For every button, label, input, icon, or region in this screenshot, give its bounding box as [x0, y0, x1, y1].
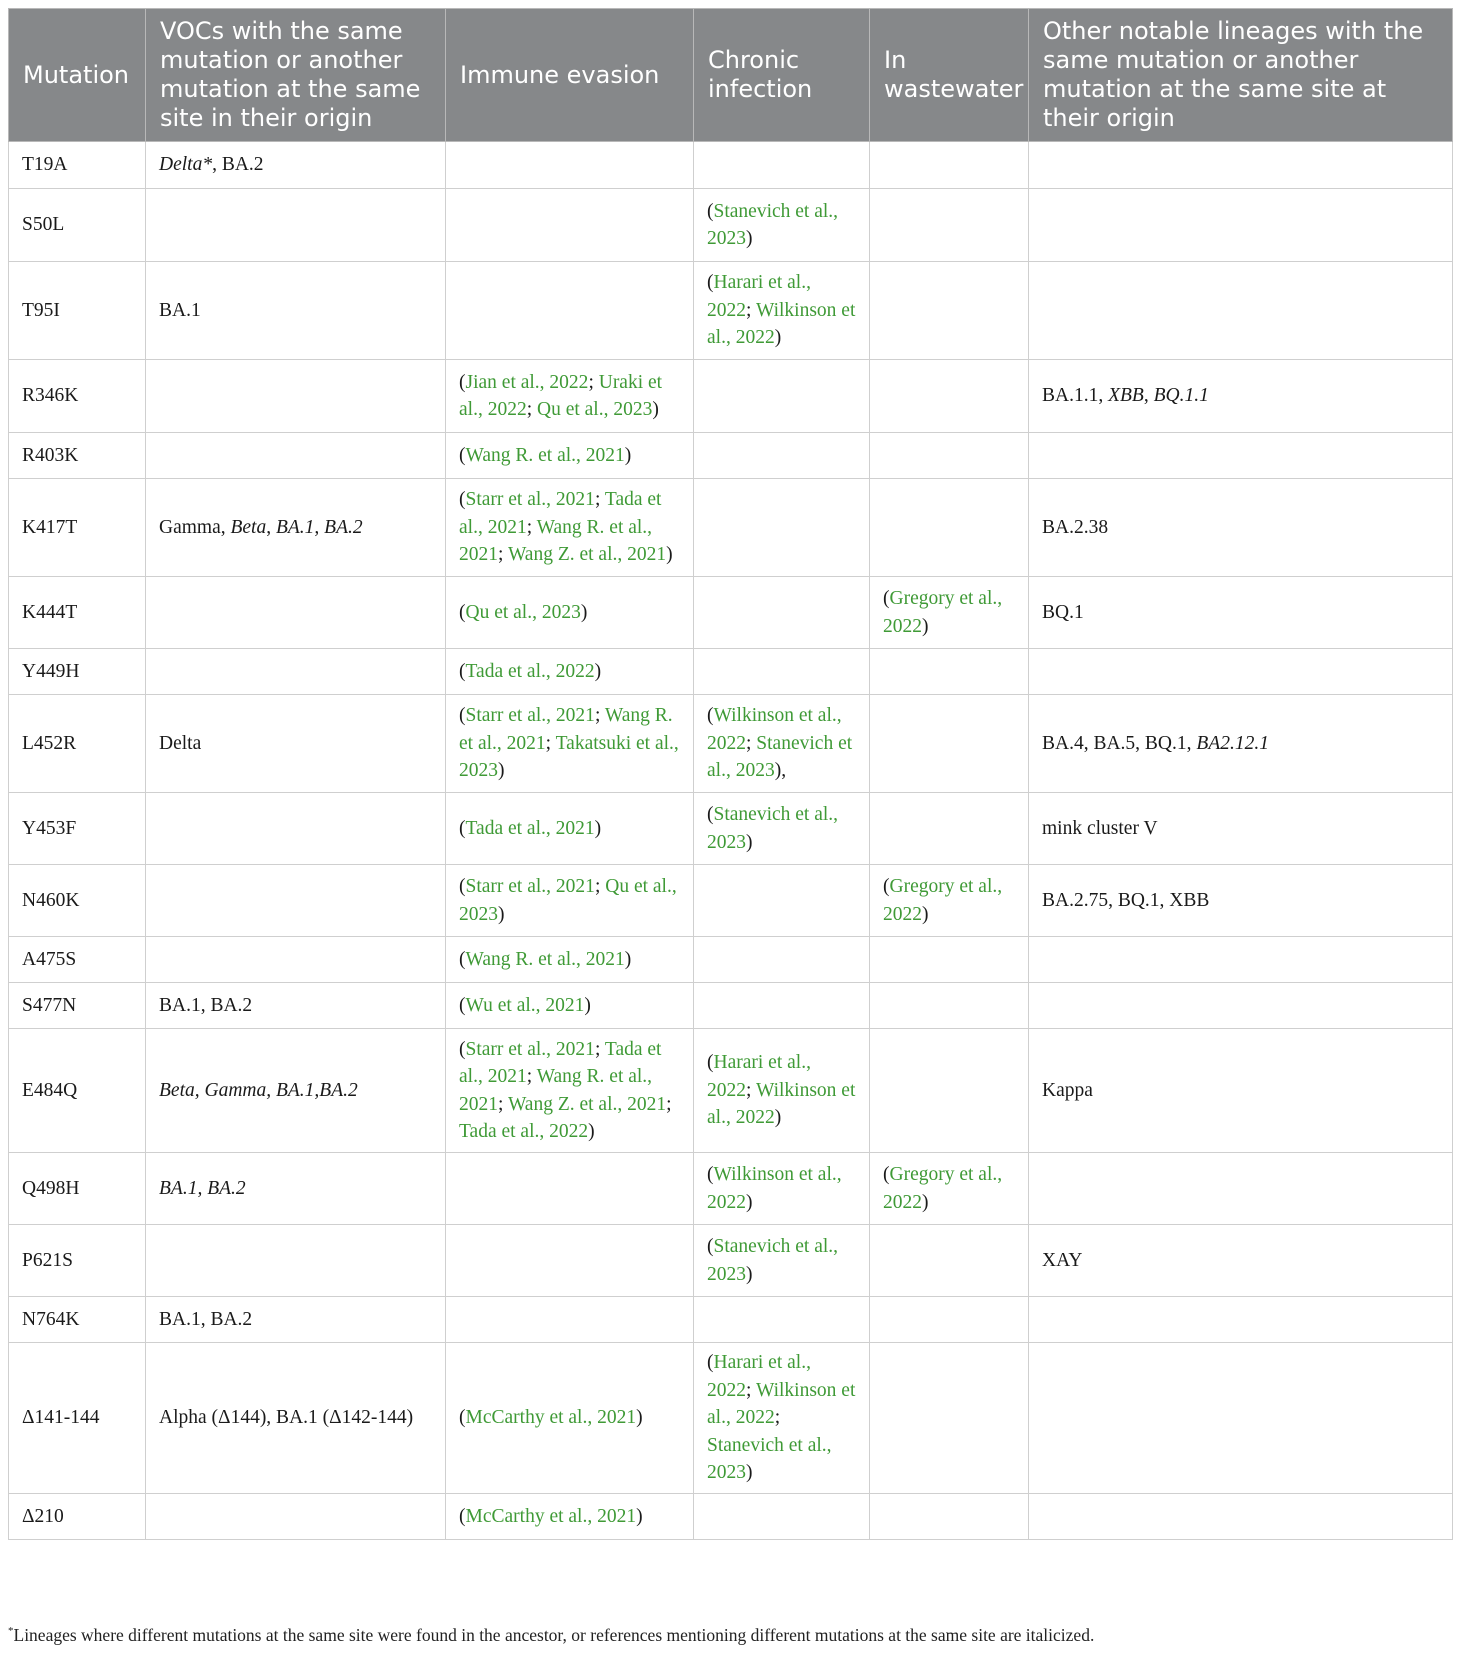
reference-link[interactable]: Starr et al., 2021: [465, 705, 595, 727]
chronic-infection-cell: [694, 1297, 870, 1343]
cell-text: (: [459, 371, 466, 393]
cell-text: ;: [746, 299, 756, 321]
chronic-infection-cell: [694, 865, 870, 937]
table-row: [9, 189, 1453, 262]
mutation-cell: [9, 1153, 146, 1225]
cell-text: ): [746, 228, 753, 249]
cell-text: (: [459, 1407, 466, 1429]
cell-text: ;: [746, 1079, 756, 1101]
cell-text: ,: [1143, 385, 1154, 407]
reference-link[interactable]: Qu et al., 2023: [459, 876, 677, 925]
table-row: [9, 360, 1453, 433]
cell-text: (: [883, 876, 890, 897]
reference-link[interactable]: Gregory et al., 2022: [883, 876, 1003, 925]
cell-text: BA.1, BA.2: [159, 1308, 253, 1330]
mutation-cell: [9, 649, 146, 695]
cell-text: R403K: [22, 444, 79, 466]
mutations-table: [8, 8, 1453, 1540]
cell-text: BA.1.1,: [1042, 385, 1109, 407]
other-lineages-cell: [1029, 142, 1453, 189]
chronic-infection-cell: [694, 433, 870, 479]
chronic-infection-cell: [694, 189, 870, 262]
mutation-cell: [9, 1029, 146, 1153]
table-row: [9, 937, 1453, 983]
cell-text: ),: [774, 760, 787, 782]
mutation-cell: [9, 983, 146, 1029]
mutation-cell: [9, 262, 146, 360]
wastewater-cell: [870, 1225, 1029, 1297]
table-row: [9, 865, 1453, 937]
cell-text: K444T: [22, 601, 78, 623]
cell-text: ): [580, 601, 588, 623]
cell-text: ;: [588, 371, 599, 393]
reference-link[interactable]: Qu et al., 2023: [537, 399, 653, 420]
mutation-cell: [9, 142, 146, 189]
cell-text: ): [636, 1505, 643, 1527]
other-lineages-cell: [1029, 937, 1453, 983]
reference-link[interactable]: Wang R. et al., 2021: [459, 705, 673, 754]
vocs-cell: [146, 1029, 446, 1153]
cell-text: BA.2.75, BQ.1, XBB: [1042, 889, 1210, 911]
wastewater-cell: [870, 433, 1029, 479]
immune-evasion-cell: [446, 262, 694, 360]
cell-text: Gamma,: [159, 516, 231, 538]
cell-text: ): [594, 660, 602, 682]
cell-text: Delta: [159, 732, 202, 754]
cell-text: ;: [594, 876, 606, 897]
cell-text: (: [459, 444, 466, 466]
cell-text: (: [707, 272, 714, 294]
mutation-cell: [9, 1297, 146, 1343]
chronic-infection-cell: [694, 479, 870, 577]
cell-text: ): [666, 544, 673, 566]
wastewater-cell: [870, 1343, 1029, 1494]
table-row: [9, 1494, 1453, 1540]
reference-link[interactable]: Wang Z. et al., 2021: [507, 544, 667, 566]
reference-link[interactable]: Stanevich et al., 2023: [707, 804, 839, 853]
cell-text: Δ210: [22, 1505, 64, 1527]
reference-link[interactable]: Tada et al., 2021: [459, 1038, 662, 1087]
cell-text: P621S: [22, 1249, 73, 1271]
mutation-cell: [9, 577, 146, 649]
cell-text: BQ.1: [1042, 601, 1084, 623]
other-lineages-cell: [1029, 262, 1453, 360]
footnote-mark: *: [8, 1625, 14, 1638]
header-immune-evasion: Immune evasion: [446, 9, 694, 142]
header-vocs: VOCs with the same mutation or another mutation at the same site in their origin: [146, 9, 446, 142]
chronic-infection-cell: [694, 1029, 870, 1153]
reference-link[interactable]: Wilkinson et al., 2022: [707, 299, 856, 349]
reference-link[interactable]: Harari et al., 2022: [707, 1052, 811, 1101]
table-row: [9, 1343, 1453, 1494]
table-row: [9, 479, 1453, 577]
cell-text: ;: [526, 1066, 537, 1087]
cell-text: R346K: [22, 385, 79, 407]
cell-text: ): [746, 1263, 753, 1285]
reference-link[interactable]: Harari et al., 2022: [707, 272, 811, 321]
reference-link[interactable]: Wilkinson et al., 2022: [707, 1379, 856, 1429]
cell-text: (: [707, 200, 714, 222]
reference-link[interactable]: Starr et al., 2021: [465, 489, 595, 511]
chronic-infection-cell: [694, 695, 870, 793]
cell-text: ): [922, 903, 929, 925]
cell-text: ): [774, 327, 782, 349]
table-row: [9, 577, 1453, 649]
cell-text: ;: [526, 516, 537, 538]
other-lineages-cell: [1029, 189, 1453, 262]
cell-text: (: [459, 876, 466, 897]
wastewater-cell: [870, 142, 1029, 189]
cell-text: XAY: [1042, 1249, 1083, 1271]
wastewater-cell: [870, 695, 1029, 793]
table-row: [9, 793, 1453, 865]
cell-text: ): [498, 760, 505, 782]
reference-link[interactable]: Wang Z. et al., 2021: [507, 1093, 667, 1115]
cell-text: (: [459, 948, 466, 970]
chronic-infection-cell: [694, 937, 870, 983]
table-body: [9, 142, 1453, 1540]
immune-evasion-cell: [446, 360, 694, 433]
reference-link[interactable]: Uraki et al., 2022: [459, 371, 663, 420]
mutation-cell: [9, 695, 146, 793]
mutation-cell: [9, 360, 146, 433]
chronic-infection-cell: [694, 262, 870, 360]
cell-text: (: [707, 1236, 714, 1257]
cell-text: ;: [594, 1038, 605, 1060]
vocs-cell: [146, 1297, 446, 1343]
table-row: [9, 433, 1453, 479]
vocs-cell: [146, 937, 446, 983]
wastewater-cell: [870, 983, 1029, 1029]
immune-evasion-cell: [446, 189, 694, 262]
mutation-cell: [9, 865, 146, 937]
reference-link[interactable]: Wilkinson et al., 2022: [707, 1164, 842, 1213]
reference-link[interactable]: Wilkinson et al., 2022: [707, 705, 842, 754]
cell-text: E484Q: [22, 1079, 78, 1101]
reference-link[interactable]: Stanevich et al., 2023: [707, 200, 839, 249]
cell-text: S50L: [22, 214, 65, 236]
immune-evasion-cell: [446, 793, 694, 865]
reference-link[interactable]: McCarthy et al., 2021: [465, 1407, 637, 1429]
wastewater-cell: [870, 865, 1029, 937]
immune-evasion-cell: [446, 1029, 694, 1153]
other-lineages-cell: [1029, 793, 1453, 865]
cell-text: ;: [774, 1407, 781, 1429]
cell-text: (: [459, 660, 466, 682]
cell-text: ): [584, 994, 591, 1016]
immune-evasion-cell: [446, 649, 694, 695]
cell-text: mink cluster V: [1042, 817, 1158, 839]
cell-text: BA.1, BA.2: [159, 1177, 246, 1199]
cell-text: N764K: [22, 1308, 80, 1330]
wastewater-cell: [870, 1494, 1029, 1540]
wastewater-cell: [870, 1029, 1029, 1153]
cell-text: ): [774, 1107, 782, 1129]
chronic-infection-cell: [694, 793, 870, 865]
cell-text: K417T: [22, 516, 78, 538]
reference-link[interactable]: McCarthy et al., 2021: [465, 1505, 637, 1527]
footnote-text: Lineages where different mutations at the same site were found in the ancestor, or references mentioning different mutations at the same site are italicized.: [13, 1625, 1095, 1645]
immune-evasion-cell: [446, 577, 694, 649]
mutation-cell: [9, 189, 146, 262]
other-lineages-cell: [1029, 1297, 1453, 1343]
immune-evasion-cell: [446, 1225, 694, 1297]
cell-text: BA.4, BA.5, BQ.1,: [1042, 732, 1197, 754]
cell-text: ,: [266, 516, 276, 538]
vocs-cell: [146, 262, 446, 360]
reference-link[interactable]: Starr et al., 2021: [465, 1038, 595, 1060]
header-row: [9, 9, 1453, 142]
wastewater-cell: [870, 937, 1029, 983]
vocs-cell: [146, 433, 446, 479]
cell-text: (: [459, 817, 466, 839]
reference-link[interactable]: Takatsuki et al., 2023: [459, 732, 679, 782]
cell-text: (: [459, 705, 466, 727]
reference-link[interactable]: Starr et al., 2021: [465, 876, 595, 897]
immune-evasion-cell: [446, 1494, 694, 1540]
cell-text: N460K: [22, 889, 80, 911]
cell-text: ): [624, 444, 632, 466]
cell-text: BA.1, BA.2: [275, 516, 363, 538]
table-row: [9, 695, 1453, 793]
reference-link[interactable]: Tada et al., 2021: [465, 817, 595, 839]
table-row: [9, 1225, 1453, 1297]
chronic-infection-cell: [694, 577, 870, 649]
wastewater-cell: [870, 577, 1029, 649]
chronic-infection-cell: [694, 360, 870, 433]
cell-text: BA2.12.1: [1196, 732, 1269, 754]
cell-text: (: [459, 1505, 466, 1527]
cell-text: Q498H: [22, 1177, 80, 1199]
cell-text: A475S: [22, 948, 77, 970]
reference-link[interactable]: Wang R. et al., 2021: [465, 444, 625, 466]
table-row: [9, 1297, 1453, 1343]
mutation-cell: [9, 479, 146, 577]
reference-link[interactable]: Stanevich et al., 2023: [707, 732, 853, 782]
vocs-cell: [146, 1153, 446, 1225]
cell-text: (: [707, 1052, 714, 1074]
footnote: [8, 1625, 1094, 1646]
wastewater-cell: [870, 1153, 1029, 1225]
chronic-infection-cell: [694, 1225, 870, 1297]
cell-text: Beta: [230, 516, 267, 538]
wastewater-cell: [870, 1297, 1029, 1343]
other-lineages-cell: [1029, 695, 1453, 793]
cell-text: BA.1, BA.2: [159, 994, 253, 1016]
immune-evasion-cell: [446, 1343, 694, 1494]
cell-text: ;: [545, 732, 556, 754]
chronic-infection-cell: [694, 1153, 870, 1225]
cell-text: Δ141-144: [22, 1407, 100, 1429]
vocs-cell: [146, 577, 446, 649]
cell-text: Y449H: [22, 660, 80, 682]
immune-evasion-cell: [446, 1297, 694, 1343]
other-lineages-cell: [1029, 649, 1453, 695]
table-row: [9, 649, 1453, 695]
cell-text: ): [588, 1121, 595, 1142]
table-row: [9, 1153, 1453, 1225]
immune-evasion-cell: [446, 983, 694, 1029]
table-row: [9, 983, 1453, 1029]
reference-link[interactable]: Qu et al., 2023: [465, 601, 581, 623]
wastewater-cell: [870, 479, 1029, 577]
reference-link[interactable]: Harari et al., 2022: [707, 1352, 811, 1401]
reference-link[interactable]: Wilkinson et al., 2022: [707, 1079, 856, 1129]
cell-text: ;: [594, 489, 605, 511]
cell-text: ): [922, 1191, 929, 1213]
immune-evasion-cell: [446, 695, 694, 793]
mutation-cell: [9, 1225, 146, 1297]
cell-text: ;: [498, 1093, 508, 1115]
table-row: [9, 262, 1453, 360]
vocs-cell: [146, 793, 446, 865]
cell-text: L452R: [22, 732, 77, 754]
other-lineages-cell: [1029, 1343, 1453, 1494]
cell-text: BA.1: [159, 299, 201, 321]
wastewater-cell: [870, 189, 1029, 262]
header-in-wastewater: In wastewater: [870, 9, 1029, 142]
cell-text: (: [459, 994, 466, 1016]
mutation-cell: [9, 1494, 146, 1540]
chronic-infection-cell: [694, 1494, 870, 1540]
chronic-infection-cell: [694, 983, 870, 1029]
reference-link[interactable]: Jian et al., 2022: [465, 371, 589, 393]
cell-text: ): [746, 831, 753, 853]
reference-link[interactable]: Wang R. et al., 2021: [465, 948, 625, 970]
cell-text: Alpha (Δ144), BA.1 (Δ142-144): [159, 1407, 414, 1429]
table-row: [9, 142, 1453, 189]
wastewater-cell: [870, 793, 1029, 865]
reference-link[interactable]: Wu et al., 2021: [465, 994, 585, 1016]
mutation-cell: [9, 433, 146, 479]
cell-text: BA.2.38: [1042, 516, 1109, 538]
immune-evasion-cell: [446, 433, 694, 479]
cell-text: (: [883, 1164, 890, 1185]
other-lineages-cell: [1029, 479, 1453, 577]
cell-text: XBB: [1108, 385, 1144, 407]
wastewater-cell: [870, 649, 1029, 695]
wastewater-cell: [870, 360, 1029, 433]
reference-link[interactable]: Wang R. et al., 2021: [459, 516, 653, 566]
immune-evasion-cell: [446, 479, 694, 577]
vocs-cell: [146, 479, 446, 577]
cell-text: (: [459, 489, 466, 511]
reference-link[interactable]: Tada et al., 2022: [459, 1121, 589, 1142]
cell-text: ;: [594, 705, 605, 727]
cell-text: S477N: [22, 994, 77, 1016]
vocs-cell: [146, 1494, 446, 1540]
cell-text: , BA.2: [212, 154, 264, 176]
vocs-cell: [146, 189, 446, 262]
cell-text: ): [624, 948, 632, 970]
cell-text: ;: [746, 1379, 756, 1401]
cell-text: ;: [526, 399, 537, 420]
cell-text: (: [883, 588, 890, 609]
cell-text: (: [707, 804, 714, 825]
wastewater-cell: [870, 262, 1029, 360]
cell-text: ): [594, 817, 602, 839]
reference-link[interactable]: Gregory et al., 2022: [883, 1164, 1003, 1213]
immune-evasion-cell: [446, 937, 694, 983]
mutation-cell: [9, 937, 146, 983]
cell-text: Kappa: [1042, 1079, 1093, 1101]
header-chronic-infection: Chronic infection: [694, 9, 870, 142]
cell-text: (: [707, 1164, 714, 1185]
other-lineages-cell: [1029, 433, 1453, 479]
other-lineages-cell: [1029, 1494, 1453, 1540]
cell-text: (: [707, 705, 714, 727]
vocs-cell: [146, 983, 446, 1029]
immune-evasion-cell: [446, 865, 694, 937]
other-lineages-cell: [1029, 865, 1453, 937]
chronic-infection-cell: [694, 142, 870, 189]
reference-link[interactable]: Stanevich et al., 2023: [707, 1236, 839, 1285]
other-lineages-cell: [1029, 1225, 1453, 1297]
cell-text: Y453F: [22, 817, 77, 839]
header-other-lineages: Other notable lineages with the same mutation or another mutation at the same site at their origin: [1029, 9, 1453, 142]
cell-text: T95I: [22, 299, 60, 321]
other-lineages-cell: [1029, 983, 1453, 1029]
reference-link[interactable]: Tada et al., 2021: [459, 489, 662, 538]
cell-text: (: [707, 1352, 714, 1374]
cell-text: ): [922, 615, 929, 637]
mutation-cell: [9, 793, 146, 865]
chronic-infection-cell: [694, 1343, 870, 1494]
cell-text: ): [498, 903, 505, 925]
cell-text: (: [459, 601, 466, 623]
cell-text: ): [746, 1191, 753, 1213]
table-row: [9, 1029, 1453, 1153]
cell-text: ;: [498, 544, 508, 566]
cell-text: BQ.1.1: [1153, 385, 1209, 407]
vocs-cell: [146, 695, 446, 793]
vocs-cell: [146, 1225, 446, 1297]
chronic-infection-cell: [694, 649, 870, 695]
cell-text: ): [746, 1462, 753, 1484]
mutation-cell: [9, 1343, 146, 1494]
vocs-cell: [146, 865, 446, 937]
reference-link[interactable]: Wang R. et al., 2021: [459, 1066, 653, 1115]
immune-evasion-cell: [446, 142, 694, 189]
cell-text: ): [652, 399, 659, 420]
other-lineages-cell: [1029, 577, 1453, 649]
other-lineages-cell: [1029, 360, 1453, 433]
vocs-cell: [146, 1343, 446, 1494]
vocs-cell: [146, 649, 446, 695]
immune-evasion-cell: [446, 1153, 694, 1225]
cell-text: T19A: [22, 154, 68, 176]
cell-text: ): [636, 1407, 643, 1429]
cell-text: ;: [746, 732, 757, 754]
other-lineages-cell: [1029, 1029, 1453, 1153]
other-lineages-cell: [1029, 1153, 1453, 1225]
reference-link[interactable]: Stanevich et al., 2023: [707, 1434, 832, 1484]
cell-text: Delta*: [159, 154, 213, 176]
vocs-cell: [146, 142, 446, 189]
reference-link[interactable]: Tada et al., 2022: [465, 660, 595, 682]
vocs-cell: [146, 360, 446, 433]
cell-text: Beta, Gamma, BA.1,BA.2: [159, 1079, 358, 1101]
header-mutation: Mutation: [9, 9, 146, 142]
table-container: [8, 8, 1452, 1540]
cell-text: ;: [666, 1093, 672, 1115]
reference-link[interactable]: Gregory et al., 2022: [883, 588, 1003, 637]
cell-text: (: [459, 1038, 466, 1060]
